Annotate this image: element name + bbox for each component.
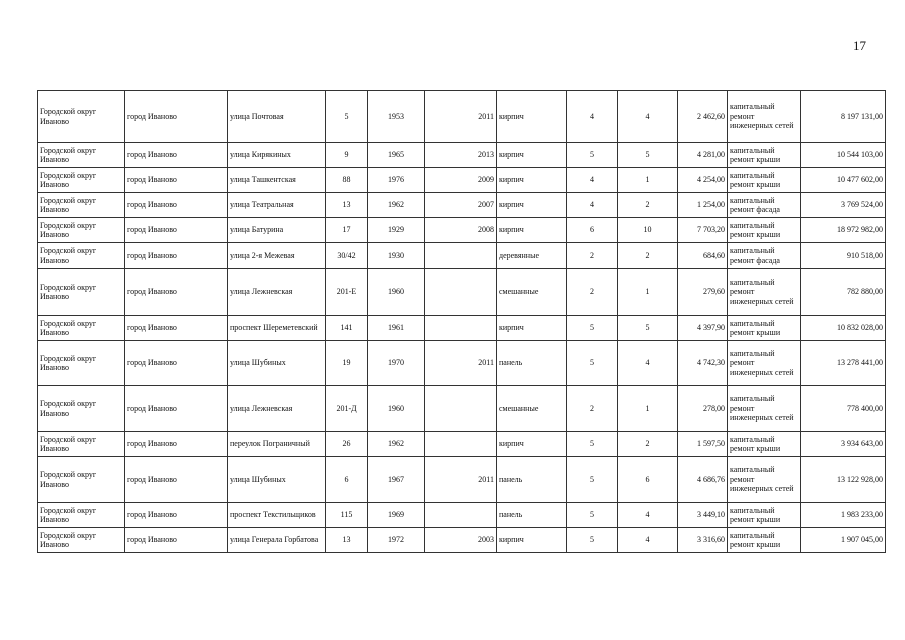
cell-entrances: 4 (618, 341, 678, 386)
cell-city: город Иваново (125, 269, 228, 316)
cell-district: Городской округ Иваново (38, 457, 125, 503)
cell-area: 278,00 (678, 386, 728, 432)
cell-material: кирпич (497, 168, 567, 193)
cell-street: улица Театральная (228, 193, 326, 218)
cell-material: кирпич (497, 528, 567, 553)
cell-house: 13 (326, 528, 368, 553)
cell-material: панель (497, 341, 567, 386)
cell-area: 279,60 (678, 269, 728, 316)
cell-house: 30/42 (326, 243, 368, 269)
cell-repair: 2011 (425, 341, 497, 386)
cell-city: город Иваново (125, 528, 228, 553)
cell-district: Городской округ Иваново (38, 243, 125, 269)
cell-cost: 782 880,00 (801, 269, 886, 316)
cell-house: 13 (326, 193, 368, 218)
cell-floors: 5 (567, 503, 618, 528)
cell-entrances: 4 (618, 91, 678, 143)
cell-area: 4 742,30 (678, 341, 728, 386)
cell-street: переулок Пограничный (228, 432, 326, 457)
table-row (38, 91, 886, 143)
cell-repair: 2011 (425, 91, 497, 143)
cell-repair: 2008 (425, 218, 497, 243)
cell-house: 201-Д (326, 386, 368, 432)
cell-city: город Иваново (125, 218, 228, 243)
cell-floors: 5 (567, 341, 618, 386)
cell-built: 1970 (368, 341, 425, 386)
cell-material: кирпич (497, 91, 567, 143)
cell-material: кирпич (497, 316, 567, 341)
cell-house: 141 (326, 316, 368, 341)
cell-area: 4 397,90 (678, 316, 728, 341)
cell-repair (425, 432, 497, 457)
cell-material: панель (497, 503, 567, 528)
cell-repair: 2007 (425, 193, 497, 218)
cell-house: 88 (326, 168, 368, 193)
cell-area: 684,60 (678, 243, 728, 269)
cell-material: смешанные (497, 386, 567, 432)
cell-cost: 3 769 524,00 (801, 193, 886, 218)
cell-work: капитальный ремонт инженерных сетей (728, 91, 801, 143)
cell-floors: 2 (567, 243, 618, 269)
cell-district: Городской округ Иваново (38, 386, 125, 432)
cell-repair (425, 386, 497, 432)
housing-repair-table (37, 90, 886, 553)
cell-cost: 13 122 928,00 (801, 457, 886, 503)
cell-floors: 4 (567, 168, 618, 193)
cell-work: капитальный ремонт инженерных сетей (728, 457, 801, 503)
cell-cost: 1 907 045,00 (801, 528, 886, 553)
cell-built: 1967 (368, 457, 425, 503)
cell-material: панель (497, 457, 567, 503)
table-row (38, 386, 886, 432)
cell-work: капитальный ремонт крыши (728, 432, 801, 457)
cell-floors: 6 (567, 218, 618, 243)
cell-street: улица 2-я Межевая (228, 243, 326, 269)
cell-work: капитальный ремонт крыши (728, 528, 801, 553)
cell-cost: 18 972 982,00 (801, 218, 886, 243)
cell-city: город Иваново (125, 432, 228, 457)
cell-entrances: 1 (618, 269, 678, 316)
cell-entrances: 4 (618, 503, 678, 528)
cell-entrances: 10 (618, 218, 678, 243)
cell-district: Городской округ Иваново (38, 143, 125, 168)
cell-district: Городской округ Иваново (38, 269, 125, 316)
cell-district: Городской округ Иваново (38, 168, 125, 193)
cell-street: улица Генерала Горбатова (228, 528, 326, 553)
cell-area: 4 686,76 (678, 457, 728, 503)
cell-street: улица Шубиных (228, 457, 326, 503)
cell-entrances: 2 (618, 432, 678, 457)
table-row (38, 168, 886, 193)
cell-cost: 13 278 441,00 (801, 341, 886, 386)
cell-city: город Иваново (125, 243, 228, 269)
cell-district: Городской округ Иваново (38, 341, 125, 386)
cell-city: город Иваново (125, 341, 228, 386)
cell-work: капитальный ремонт инженерных сетей (728, 269, 801, 316)
cell-street: улица Батурина (228, 218, 326, 243)
cell-cost: 10 477 602,00 (801, 168, 886, 193)
cell-floors: 2 (567, 269, 618, 316)
cell-street: улица Ташкентская (228, 168, 326, 193)
cell-street: улица Лежневская (228, 269, 326, 316)
cell-district: Городской округ Иваново (38, 432, 125, 457)
cell-area: 7 703,20 (678, 218, 728, 243)
cell-city: город Иваново (125, 457, 228, 503)
cell-area: 1 597,50 (678, 432, 728, 457)
cell-work: капитальный ремонт фасада (728, 193, 801, 218)
table-row (38, 218, 886, 243)
cell-area: 4 281,00 (678, 143, 728, 168)
cell-entrances: 2 (618, 193, 678, 218)
cell-cost: 1 983 233,00 (801, 503, 886, 528)
cell-built: 1962 (368, 193, 425, 218)
cell-city: город Иваново (125, 168, 228, 193)
cell-cost: 10 544 103,00 (801, 143, 886, 168)
cell-built: 1960 (368, 269, 425, 316)
cell-house: 6 (326, 457, 368, 503)
table-row (38, 316, 886, 341)
cell-repair (425, 316, 497, 341)
table-row (38, 457, 886, 503)
cell-entrances: 4 (618, 528, 678, 553)
cell-city: город Иваново (125, 503, 228, 528)
cell-repair: 2013 (425, 143, 497, 168)
cell-material: смешанные (497, 269, 567, 316)
cell-area: 1 254,00 (678, 193, 728, 218)
cell-street: улица Почтовая (228, 91, 326, 143)
cell-built: 1965 (368, 143, 425, 168)
table-row (38, 341, 886, 386)
cell-street: проспект Текстильщиков (228, 503, 326, 528)
table-row (38, 503, 886, 528)
cell-entrances: 1 (618, 168, 678, 193)
cell-city: город Иваново (125, 386, 228, 432)
cell-area: 2 462,60 (678, 91, 728, 143)
cell-street: улица Шубиных (228, 341, 326, 386)
cell-repair (425, 243, 497, 269)
cell-street: улица Лежневская (228, 386, 326, 432)
table-row (38, 432, 886, 457)
cell-cost: 910 518,00 (801, 243, 886, 269)
cell-area: 3 316,60 (678, 528, 728, 553)
cell-entrances: 6 (618, 457, 678, 503)
table-row (38, 143, 886, 168)
cell-district: Городской округ Иваново (38, 91, 125, 143)
cell-work: капитальный ремонт крыши (728, 143, 801, 168)
cell-street: улица Кирякиных (228, 143, 326, 168)
cell-city: город Иваново (125, 193, 228, 218)
cell-house: 26 (326, 432, 368, 457)
cell-work: капитальный ремонт крыши (728, 316, 801, 341)
cell-built: 1953 (368, 91, 425, 143)
cell-house: 17 (326, 218, 368, 243)
cell-area: 4 254,00 (678, 168, 728, 193)
cell-cost: 778 400,00 (801, 386, 886, 432)
cell-built: 1972 (368, 528, 425, 553)
cell-work: капитальный ремонт инженерных сетей (728, 386, 801, 432)
cell-house: 115 (326, 503, 368, 528)
cell-district: Городской округ Иваново (38, 528, 125, 553)
cell-district: Городской округ Иваново (38, 316, 125, 341)
cell-cost: 8 197 131,00 (801, 91, 886, 143)
cell-work: капитальный ремонт крыши (728, 218, 801, 243)
cell-material: кирпич (497, 432, 567, 457)
cell-built: 1969 (368, 503, 425, 528)
cell-repair: 2003 (425, 528, 497, 553)
cell-floors: 5 (567, 528, 618, 553)
table-row (38, 193, 886, 218)
cell-floors: 5 (567, 432, 618, 457)
cell-district: Городской округ Иваново (38, 193, 125, 218)
cell-built: 1962 (368, 432, 425, 457)
cell-house: 201-Е (326, 269, 368, 316)
cell-house: 19 (326, 341, 368, 386)
cell-repair (425, 503, 497, 528)
cell-material: кирпич (497, 143, 567, 168)
cell-street: проспект Шереметевский (228, 316, 326, 341)
cell-district: Городской округ Иваново (38, 218, 125, 243)
cell-floors: 4 (567, 91, 618, 143)
cell-house: 5 (326, 91, 368, 143)
cell-floors: 5 (567, 457, 618, 503)
cell-floors: 4 (567, 193, 618, 218)
cell-material: кирпич (497, 218, 567, 243)
cell-city: город Иваново (125, 143, 228, 168)
cell-house: 9 (326, 143, 368, 168)
cell-entrances: 5 (618, 316, 678, 341)
cell-cost: 3 934 643,00 (801, 432, 886, 457)
table-body (38, 91, 886, 553)
cell-built: 1929 (368, 218, 425, 243)
cell-area: 3 449,10 (678, 503, 728, 528)
page-number: 17 (853, 38, 866, 53)
cell-floors: 2 (567, 386, 618, 432)
cell-work: капитальный ремонт крыши (728, 168, 801, 193)
cell-material: деревянные (497, 243, 567, 269)
cell-built: 1976 (368, 168, 425, 193)
cell-district: Городской округ Иваново (38, 503, 125, 528)
cell-built: 1960 (368, 386, 425, 432)
cell-work: капитальный ремонт инженерных сетей (728, 341, 801, 386)
table-row (38, 269, 886, 316)
cell-repair: 2011 (425, 457, 497, 503)
cell-city: город Иваново (125, 91, 228, 143)
cell-cost: 10 832 028,00 (801, 316, 886, 341)
cell-repair: 2009 (425, 168, 497, 193)
cell-floors: 5 (567, 143, 618, 168)
cell-floors: 5 (567, 316, 618, 341)
cell-entrances: 2 (618, 243, 678, 269)
cell-city: город Иваново (125, 316, 228, 341)
cell-repair (425, 269, 497, 316)
cell-entrances: 1 (618, 386, 678, 432)
cell-work: капитальный ремонт крыши (728, 503, 801, 528)
cell-built: 1930 (368, 243, 425, 269)
cell-entrances: 5 (618, 143, 678, 168)
cell-material: кирпич (497, 193, 567, 218)
table-row (38, 243, 886, 269)
cell-work: капитальный ремонт фасада (728, 243, 801, 269)
cell-built: 1961 (368, 316, 425, 341)
table-row (38, 528, 886, 553)
